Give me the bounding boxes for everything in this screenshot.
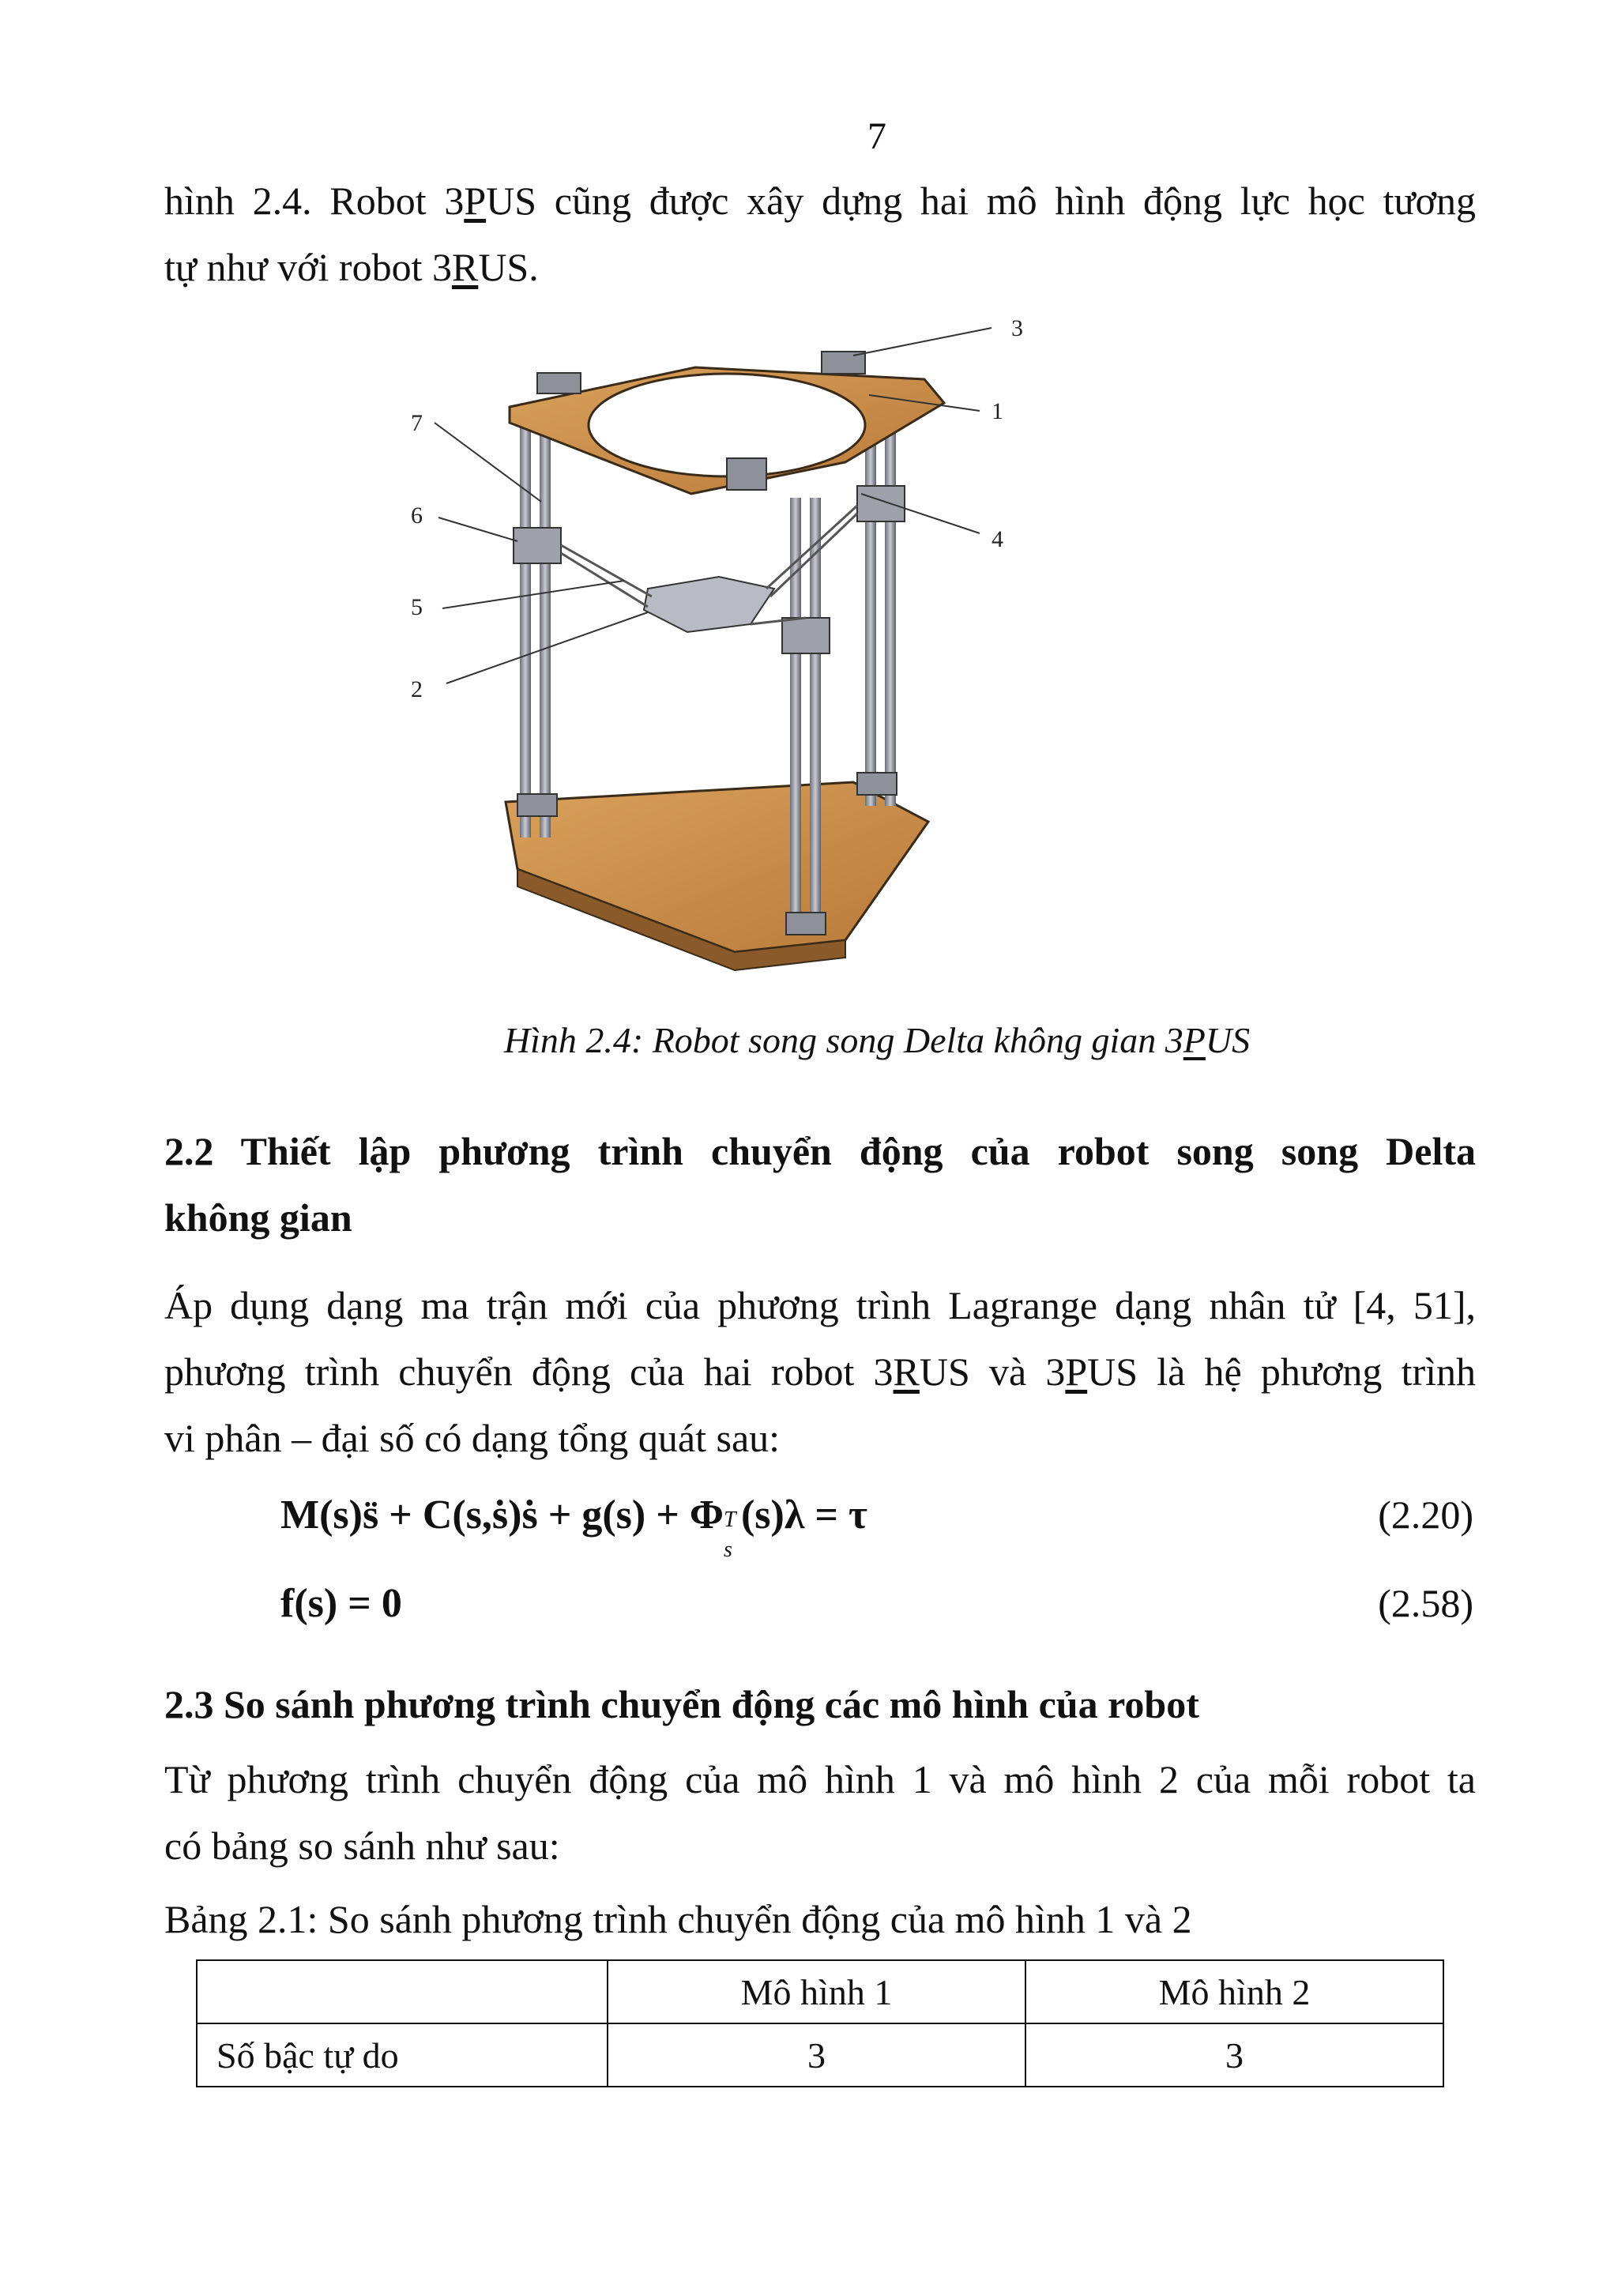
base-plate	[506, 782, 928, 970]
figure-caption: Hình 2.4: Robot song song Delta không gian 3PUS	[503, 1020, 1251, 1060]
table-header-cell: Mô hình 1	[608, 1960, 1025, 2023]
equation-2-20	[280, 1492, 1473, 1562]
intro-line-2: tự như với robot 3RUS.	[164, 245, 539, 289]
callout-2: 2	[411, 676, 423, 702]
callout-7: 7	[411, 410, 423, 436]
paragraph-2-3	[164, 1746, 1476, 1879]
para-2-2-line-2: phương trình chuyển động của hai robot 3RUS và 3PUS là hệ phương trình	[164, 1349, 1477, 1394]
callout-3: 3	[1011, 316, 1023, 341]
section-heading-2-3	[164, 1671, 1476, 1737]
comparison-table	[196, 1959, 1444, 2087]
table-header-cell	[197, 1960, 608, 2023]
para-2-3-line-1: Từ phương trình chuyển động của mô hình 1 và mô hình 2 của mỗi robot ta	[164, 1757, 1476, 1801]
equation-2-58	[280, 1580, 1473, 1643]
callout-4: 4	[991, 526, 1003, 552]
table-header-cell: Mô hình 2	[1025, 1960, 1443, 2023]
table-caption: Bảng 2.1: So sánh phương trình chuyển động của mô hình 1 và 2	[164, 1897, 1192, 1941]
para-2-2-line-3: vi phân – đại số có dạng tổng quát sau:	[164, 1416, 781, 1460]
equation-2-20-number: (2.20)	[1378, 1492, 1473, 1537]
para-2-3-line-2: có bảng so sánh như sau:	[164, 1824, 560, 1868]
table-cell: Số bậc tự do	[197, 2023, 608, 2087]
heading-2-3-text: 2.3 So sánh phương trình chuyển động các mô hình của robot	[164, 1682, 1199, 1726]
section-heading-2-2	[164, 1118, 1476, 1251]
para-2-2-line-1: Áp dụng dạng ma trận mới của phương trình Lagrange dạng nhân tử [4, 51],	[164, 1283, 1476, 1327]
callout-6: 6	[411, 502, 423, 529]
equation-2-58-number: (2.58)	[1378, 1581, 1473, 1625]
table-row	[197, 2023, 1443, 2087]
top-plate	[510, 352, 944, 494]
intro-line-1: hình 2.4. Robot 3PUS cũng được xây dựng hai mô hình động lực học tương	[164, 179, 1476, 223]
equation-2-58-body: f(s) = 0	[280, 1581, 402, 1626]
delta-robot-figure	[379, 316, 1106, 972]
table-cell: 3	[1025, 2023, 1443, 2087]
table-cell: 3	[608, 2023, 1025, 2087]
heading-2-2-line-1: 2.2 Thiết lập phương trình chuyển động của robot song song Delta	[164, 1129, 1476, 1173]
paragraph-2-2	[164, 1272, 1476, 1471]
callout-1: 1	[991, 398, 1003, 424]
table-header-row	[197, 1960, 1443, 2023]
equation-2-20-body: M(s)s̈ + C(s,ṡ)ṡ + g(s) + Φ T s (s)λ = τ	[280, 1492, 867, 1562]
callout-5: 5	[411, 594, 423, 620]
page-number: 7	[867, 115, 886, 157]
heading-2-2-line-2: không gian	[164, 1195, 352, 1240]
intro-paragraph	[164, 167, 1476, 300]
